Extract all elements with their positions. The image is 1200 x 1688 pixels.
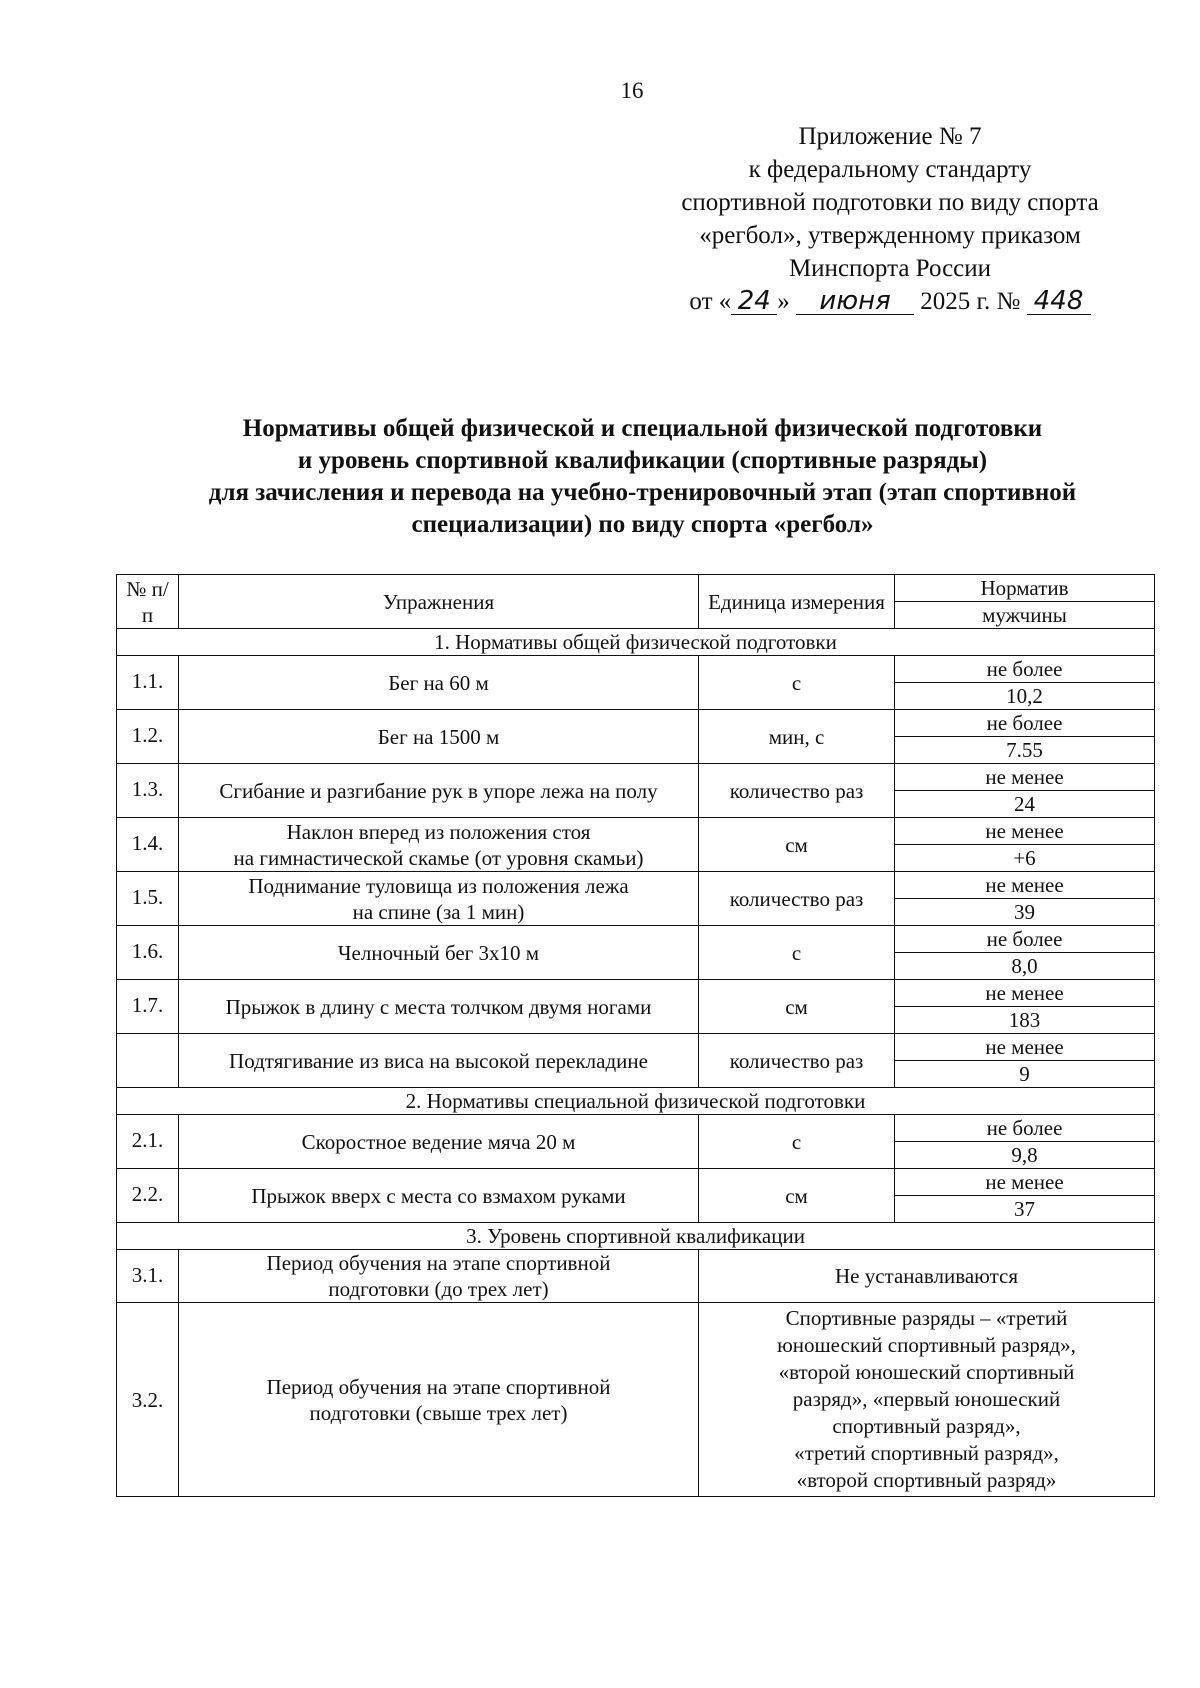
row-condition: не менее [895,1169,1155,1196]
table-row [117,872,1155,899]
appendix-line: спортивной подготовки по виду спорта [681,189,1099,216]
exercise-line: подготовки (свыше трех лет) [309,1400,568,1425]
row-value: 9 [895,1061,1155,1088]
row-exercise: Сгибание и разгибание рук в упоре лежа на полу [179,764,699,818]
row-value: 24 [895,791,1155,818]
title-line: и уровень спортивной квалификации (спортивные разряды) [297,447,988,474]
date-year: 2025 г. № [920,288,1021,315]
row-unit: количество раз [699,872,895,926]
exercise-line: подготовки (до трех лет) [328,1277,549,1301]
row-exercise: Подтягивание из виса на высокой перекладине [179,1034,699,1088]
row-num: 2.1. [117,1115,179,1169]
row-num: 1.1. [117,656,179,710]
exercise-line: Поднимание туловища из положения лежа [248,873,629,898]
section-heading: 2. Нормативы специальной физической подготовки [117,1088,1155,1115]
row-exercise: Бег на 1500 м [179,710,699,764]
table-row [117,1250,1155,1303]
row-num: 1.5. [117,872,179,926]
row-condition: не более [895,710,1155,737]
appendix-line: Приложение № 7 [798,123,982,150]
order-date-line [640,285,1140,318]
row-exercise [179,1303,699,1497]
table-row [117,1034,1155,1061]
row-unit: с [699,656,895,710]
row-value: 37 [895,1196,1155,1223]
table-row [117,1115,1155,1142]
date-prefix: от « [689,288,732,315]
appendix-block [640,120,1140,318]
row-condition: не более [895,1115,1155,1142]
exercise-line: на спине (за 1 мин) [352,899,525,924]
date-mid: » [777,288,790,315]
rank-line: юношеский спортивный разряд», [777,1333,1076,1357]
rank-line: разряд», «первый юношеский [792,1387,1061,1411]
appendix-line: к федеральному стандарту [748,156,1032,183]
row-num: 1.3. [117,764,179,818]
row-unit: количество раз [699,1034,895,1088]
title-line: для зачисления и перевода на учебно-тренировочный этап (этап спортивной [208,479,1077,506]
row-condition: не менее [895,764,1155,791]
row-unit: с [699,1115,895,1169]
exercise-line: Период обучения на этапе спортивной [266,1251,611,1275]
table-row [117,980,1155,1007]
header-exercise: Упражнения [179,575,699,629]
header-num: № п/п [117,575,179,629]
row-exercise: Скоростное ведение мяча 20 м [179,1115,699,1169]
row-exercise: Бег на 60 м [179,656,699,710]
row-num [117,1034,179,1088]
row-unit: см [699,818,895,872]
header-row [117,575,1155,602]
row-condition: не более [895,926,1155,953]
norms-table [116,574,1155,1497]
row-num: 1.2. [117,710,179,764]
handwritten-order-number: 448 [1027,288,1091,315]
table-row [117,1303,1155,1497]
table-row [117,818,1155,845]
row-condition: не менее [895,1034,1155,1061]
row-exercise: Челночный бег 3х10 м [179,926,699,980]
row-exercise [179,1250,699,1303]
row-unit: с [699,926,895,980]
row-exercise [179,818,699,872]
row-unit: см [699,980,895,1034]
row-num: 1.4. [117,818,179,872]
section-heading: 1. Нормативы общей физической подготовки [117,629,1155,656]
row-unit: количество раз [699,764,895,818]
appendix-line: Минспорта России [788,255,992,282]
row-condition: не более [895,656,1155,683]
rank-line: спортивный разряд», [832,1414,1021,1438]
row-exercise: Прыжок вверх с места со взмахом руками [179,1169,699,1223]
rank-line: Спортивные разряды – «третий [785,1306,1068,1330]
row-value: 10,2 [895,683,1155,710]
row-value: Не устанавливаются [699,1250,1155,1303]
row-num: 2.2. [117,1169,179,1223]
row-unit: см [699,1169,895,1223]
row-condition: не менее [895,818,1155,845]
handwritten-month: июня [796,288,914,315]
handwritten-day: 24 [731,288,777,315]
rank-line: «второй спортивный разряд» [796,1468,1057,1492]
title-line: специализации) по виду спорта «регбол» [411,511,874,538]
row-value [699,1303,1155,1497]
row-exercise [179,872,699,926]
row-num: 1.6. [117,926,179,980]
row-num: 1.7. [117,980,179,1034]
rank-line: «третий спортивный разряд», [794,1441,1059,1465]
row-value: 183 [895,1007,1155,1034]
row-value: 9,8 [895,1142,1155,1169]
header-norm: Норматив [895,575,1155,602]
section-heading: 3. Уровень спортивной квалификации [117,1223,1155,1250]
table-row [117,656,1155,683]
table-row [117,1169,1155,1196]
rank-line: «второй юношеский спортивный [778,1360,1075,1384]
document-title [120,413,1165,541]
row-num: 3.1. [117,1250,179,1303]
row-condition: не менее [895,980,1155,1007]
row-condition: не менее [895,872,1155,899]
exercise-line: Период обучения на этапе спортивной [266,1374,611,1399]
exercise-line: на гимнастической скамье (от уровня скамьи) [233,845,644,870]
table-row [117,926,1155,953]
table-row [117,764,1155,791]
row-value: 39 [895,899,1155,926]
table-row [117,710,1155,737]
header-unit: Единица измерения [699,575,895,629]
row-value: 8,0 [895,953,1155,980]
row-value: +6 [895,845,1155,872]
row-num: 3.2. [117,1303,179,1497]
header-gender: мужчины [895,602,1155,629]
page-number: 16 [620,78,644,103]
appendix-line: «регбол», утвержденному приказом [699,222,1081,249]
row-value: 7.55 [895,737,1155,764]
title-line: Нормативы общей физической и специальной физической подготовки [242,415,1043,442]
exercise-line: Наклон вперед из положения стоя [286,819,591,844]
row-unit: мин, с [699,710,895,764]
row-exercise: Прыжок в длину с места толчком двумя ногами [179,980,699,1034]
